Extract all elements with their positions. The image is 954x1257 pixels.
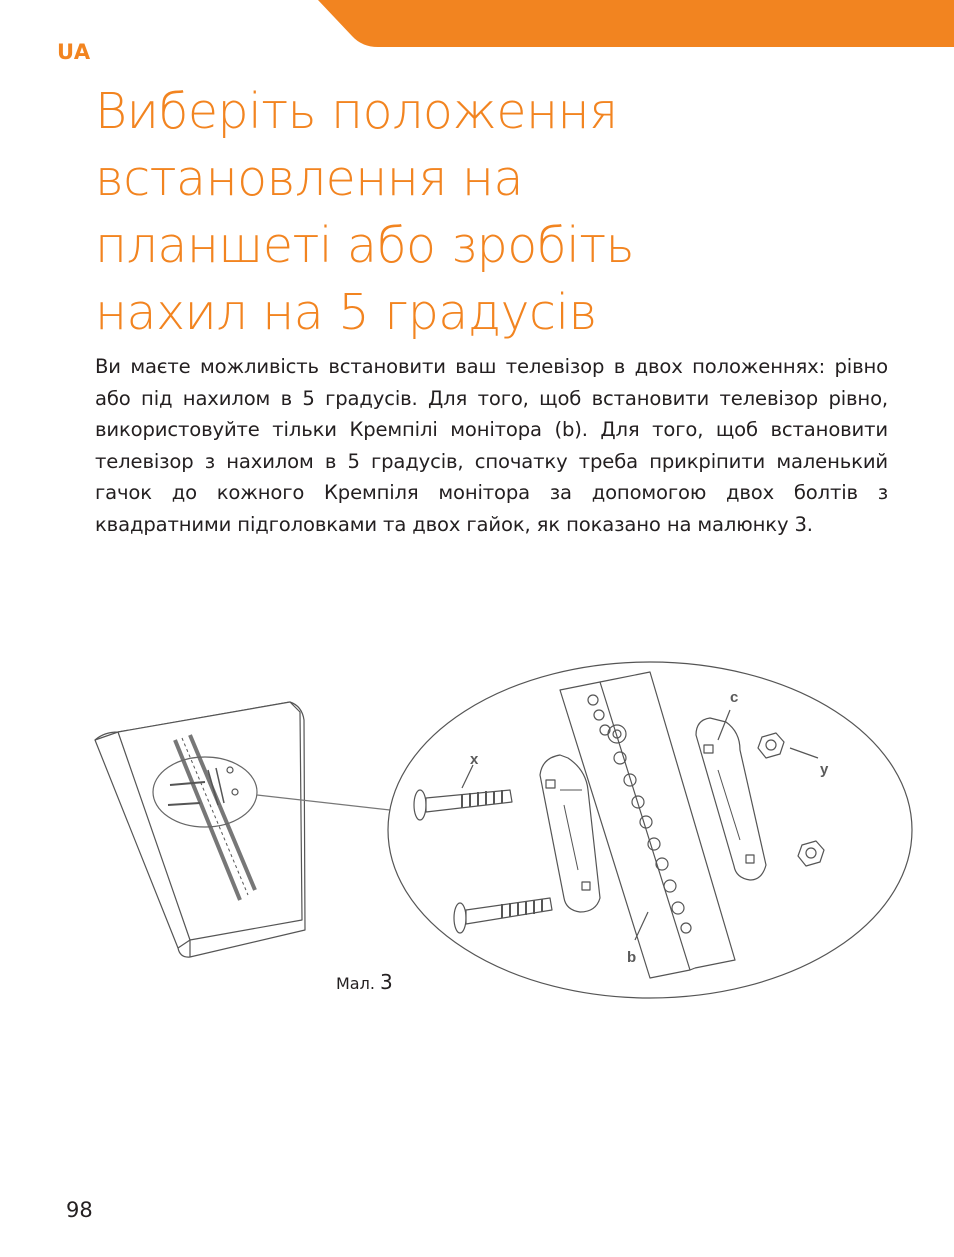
callout-b: b (627, 949, 637, 966)
tv-back-panel (95, 702, 305, 957)
header-accent-band (0, 0, 954, 50)
language-code: UA (57, 40, 91, 64)
title-line: нахил на 5 градусів (95, 284, 597, 341)
caption-number: 3 (380, 970, 393, 994)
title-line: планшеті або зробіть (95, 217, 635, 274)
instruction-paragraph: Ви маєте можливість встановити ваш телевізор в двох положеннях: рівно або під нахилом в 5 градусів. Для того, щоб встановити телевізор рівно, використовуйте тільки Кремпілі монітора (b). Для того, щоб встановити телевізор з нахилом в 5 градусів, спочатку треба прикріпити маленький гачок до кожного Кремпіля монітора за допомогою двох болтів з квадратними підголовками та двох гайок, як показано на малюнку 3. (95, 355, 888, 536)
callout-c: c (730, 689, 739, 706)
caption-prefix: Мал. (336, 974, 375, 993)
title-line: встановлення на (95, 150, 523, 207)
page-number: 98 (66, 1198, 93, 1222)
page-title (95, 78, 895, 346)
title-line: Виберіть положення (95, 83, 618, 140)
callout-y: y (820, 761, 829, 778)
figure-caption (336, 970, 393, 994)
callout-x: x (470, 751, 479, 768)
mounting-illustration (90, 640, 950, 1020)
